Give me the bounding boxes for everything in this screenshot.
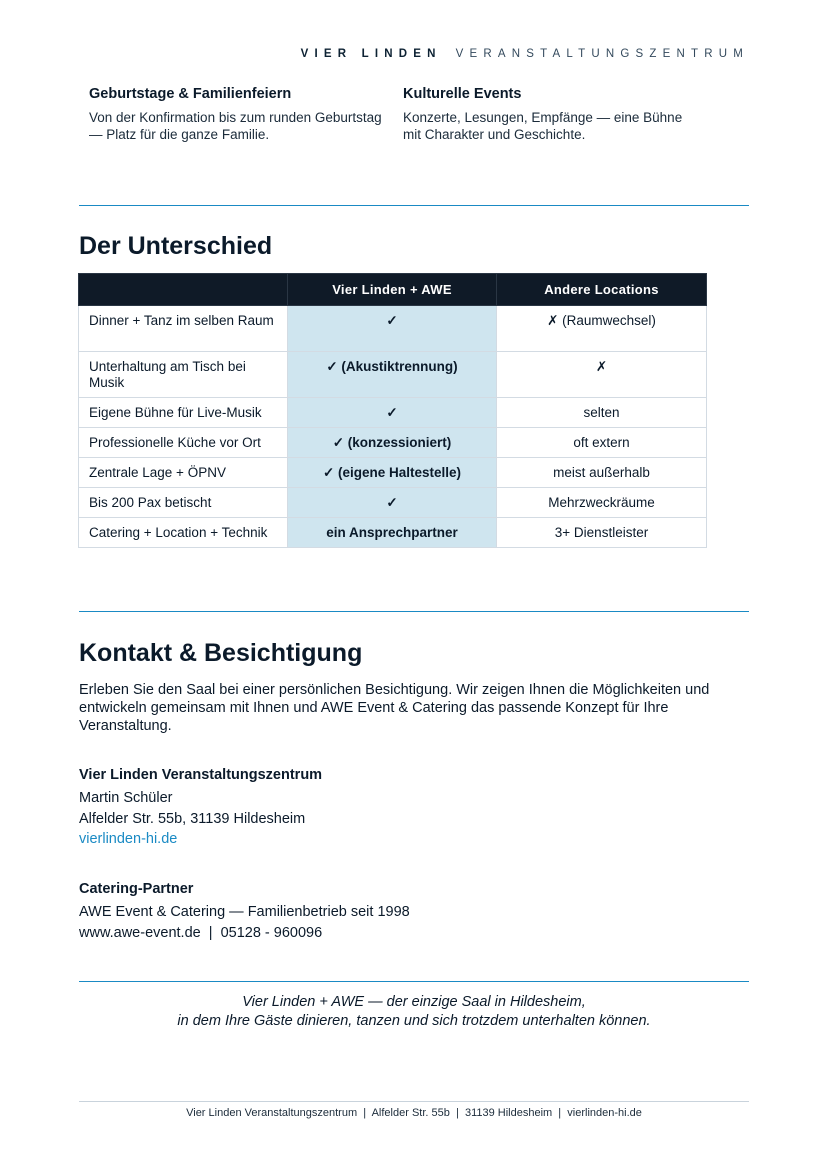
vierlinden-cell: ein Ansprechpartner: [288, 518, 497, 548]
event-birthdays: [89, 86, 389, 143]
other-cell: Mehrzweckräume: [497, 488, 707, 518]
table-header-row: [79, 274, 707, 306]
table-row: [79, 518, 707, 548]
comparison-heading: Der Unterschied: [79, 232, 273, 260]
brand-subtitle: VERANSTALTUNGSZENTRUM: [455, 48, 749, 60]
page-header: [301, 48, 749, 60]
catering-contact: [79, 881, 579, 943]
event-description: Konzerte, Lesungen, Empfänge — eine Bühne mit Charakter und Geschichte.: [403, 110, 683, 142]
comparison-table: [78, 273, 707, 548]
tagline: [79, 993, 749, 1030]
table-row: [79, 458, 707, 488]
other-cell: ✗ (Raumwechsel): [497, 306, 707, 352]
catering-title: Catering-Partner: [79, 881, 194, 897]
page-footer: Vier Linden Veranstaltungszentrum | Alfelder Str. 55b | 31139 Hildesheim | vierlinden-hi.de: [186, 1107, 642, 1119]
other-cell: 3+ Dienstleister: [497, 518, 707, 548]
table-row: [79, 428, 707, 458]
divider: [79, 205, 749, 206]
vierlinden-cell: ✓: [288, 488, 497, 518]
event-description: Von der Konfirmation bis zum runden Geburtstag — Platz für die ganze Familie.: [89, 110, 382, 142]
feature-cell: Unterhaltung am Tisch bei Musik: [79, 352, 288, 398]
tagline-line: Vier Linden + AWE — der einzige Saal in Hildesheim,: [242, 994, 586, 1010]
contact-heading: Kontakt & Besichtigung: [79, 639, 363, 667]
event-title: Geburtstage & Familienfeiern: [89, 86, 292, 102]
other-cell: ✗: [497, 352, 707, 398]
brand-name: VIER LINDEN: [300, 48, 442, 60]
feature-cell: Eigene Bühne für Live-Musik: [79, 398, 288, 428]
vierlinden-cell: ✓ (konzessioniert): [288, 428, 497, 458]
vierlinden-cell: ✓ (Akustiktrennung): [288, 352, 497, 398]
divider: [79, 611, 749, 612]
catering-name: AWE Event & Catering — Familienbetrieb seit 1998: [79, 904, 410, 920]
vierlinden-cell: ✓: [288, 306, 497, 352]
contact-person: Martin Schüler: [79, 790, 173, 806]
venue-title: Vier Linden Veranstaltungszentrum: [79, 767, 323, 783]
feature-cell: Bis 200 Pax betischt: [79, 488, 288, 518]
other-cell: selten: [497, 398, 707, 428]
table-row: [79, 398, 707, 428]
column-header-vierlinden: Vier Linden + AWE: [288, 274, 497, 306]
feature-cell: Professionelle Küche vor Ort: [79, 428, 288, 458]
venue-contact: [79, 767, 579, 850]
catering-details: www.awe-event.de | 05128 - 960096: [79, 924, 323, 941]
vierlinden-cell: ✓: [288, 398, 497, 428]
other-cell: meist außerhalb: [497, 458, 707, 488]
feature-cell: Dinner + Tanz im selben Raum: [79, 306, 288, 352]
column-header-other: Andere Locations: [497, 274, 707, 306]
feature-cell: Catering + Location + Technik: [79, 518, 288, 548]
other-cell: oft extern: [497, 428, 707, 458]
table-row: [79, 488, 707, 518]
table-row: [79, 352, 707, 398]
venue-website-link[interactable]: vierlinden-hi.de: [79, 831, 178, 847]
vierlinden-cell: ✓ (eigene Haltestelle): [288, 458, 497, 488]
footer-divider: [79, 1101, 749, 1102]
event-cultural: [403, 86, 703, 143]
tagline-line: in dem Ihre Gäste dinieren, tanzen und sich trotzdem unterhalten können.: [177, 1012, 651, 1029]
table-row: [79, 306, 707, 352]
feature-cell: Zentrale Lage + ÖPNV: [79, 458, 288, 488]
event-title: Kulturelle Events: [403, 86, 522, 102]
venue-address: Alfelder Str. 55b, 31139 Hildesheim: [79, 810, 306, 827]
contact-intro: Erleben Sie den Saal bei einer persönlichen Besichtigung. Wir zeigen Ihnen die Möglichkeiten und entwickeln gemeinsam mit Ihnen und AWE Event & Catering das passende Konzept für Ihre Veranstaltung.: [79, 682, 710, 734]
column-header-feature: [79, 274, 288, 306]
divider: [79, 981, 749, 982]
